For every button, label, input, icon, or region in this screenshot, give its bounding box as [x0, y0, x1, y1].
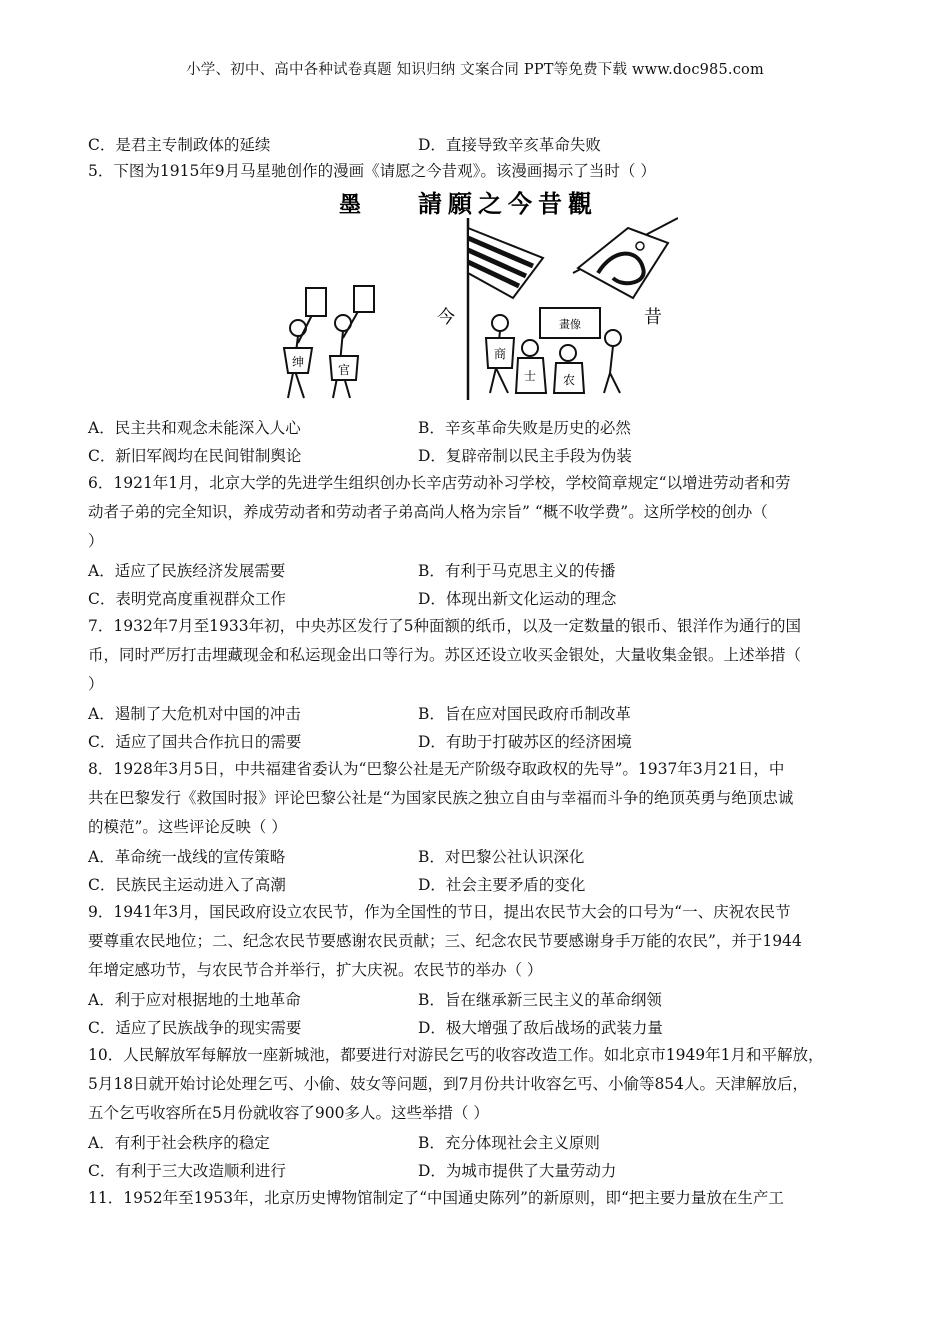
option-7d: D．有助于打破苏区的经济困境 [418, 733, 632, 751]
figure-label-merchant: 商 [493, 347, 507, 361]
comic-title: 請願之今昔觀 [418, 189, 598, 218]
question-5-stem: 5．下图为1915年9月马星驰创作的漫画《请愿之今昔观》。该漫画揭示了当时（ ） [88, 162, 656, 180]
figure-scholar [516, 340, 546, 393]
option-5a: A．民主共和观念未能深入人心 [88, 419, 301, 437]
option-7b: B．旨在应对国民政府币制改革 [418, 705, 631, 723]
question-7-stem-line-2: 币，同时严厉打击埋藏现金和私运现金出口等行为。苏区还设立收买金银处，大量收集金银。上述举措（ [88, 646, 802, 664]
question-7-stem-line-3: ） [88, 675, 104, 693]
comic-illustration [268, 188, 678, 403]
question-5-options-row-1 [88, 416, 868, 438]
question-9-options-row-2 [88, 1016, 868, 1038]
figure-label-gentry: 绅 [291, 355, 305, 369]
question-6-stem-line-3: ） [88, 532, 104, 550]
option-9b: B．旨在继承新三民主义的革命纲领 [418, 991, 662, 1009]
question-11-stem-line-1: 11．1952年至1953年，北京历史博物馆制定了“中国通史陈列”的新原则，即“把主要力量放在生产工 [88, 1189, 784, 1207]
option-9c: C．适应了民族战争的现实需要 [88, 1019, 302, 1037]
question-7-options-row-2 [88, 730, 868, 752]
question-6-options-row-1 [88, 559, 868, 581]
question-9-stem-line-2: 要尊重农民地位；二、纪念农民节要感谢农民贡献；三、纪念农民节要感谢身手万能的农民”，并于1944 [88, 932, 802, 950]
question-9-stem-line-3: 年增定感功节，与农民节合并举行，扩大庆祝。农民节的举办（ ） [88, 961, 543, 979]
question-10-options-row-2 [88, 1159, 868, 1181]
question-8-stem-line-2: 共在巴黎发行《救国时报》评论巴黎公社是“为国家民族之独立自由与幸福而斗争的绝顶英勇与绝顶忠诚 [88, 789, 794, 807]
petition-banner-text: 畫像 [559, 318, 581, 331]
question-10-options-row-1 [88, 1131, 868, 1153]
option-8a: A．革命统一战线的宣传策略 [88, 848, 286, 866]
question-9-stem-line-1: 9．1941年3月，国民政府设立农民节，作为全国性的节日，提出农民节大会的口号为“一、庆祝农民节 [88, 903, 791, 921]
option-5c: C．新旧军阀均在民间钳制舆论 [88, 447, 302, 465]
option-8d: D．社会主要矛盾的变化 [418, 876, 586, 894]
label-past: 昔 [644, 307, 662, 328]
question-9-options-row-1 [88, 988, 868, 1010]
option-6b: B．有利于马克思主义的传播 [418, 562, 616, 580]
option-6c: C．表明党高度重视群众工作 [88, 590, 286, 608]
question-7-stem-line-1: 7．1932年7月至1933年初，中央苏区发行了5种面额的纸币，以及一定数量的银币、银洋作为通行的国 [88, 617, 801, 635]
question-8-stem-line-1: 8．1928年3月5日，中共福建省委认为“巴黎公社是无产阶级夺取政权的先导”。1937年3月21日，中 [88, 760, 785, 778]
question-5-options-row-2 [88, 444, 868, 466]
dragon-banner [573, 218, 678, 298]
figure-official [330, 286, 374, 398]
label-now: 今 [437, 307, 455, 328]
question-4-options-row [88, 133, 868, 155]
option-9d: D．极大增强了敌后战场的武装力量 [418, 1019, 663, 1037]
figure-label-official: 官 [337, 363, 351, 377]
option-9a: A．利于应对根据地的土地革命 [88, 991, 301, 1009]
figure-label-scholar: 士 [523, 369, 537, 383]
figure-label-farmer: 农 [562, 373, 576, 387]
comic-seal: 墨 [338, 192, 362, 218]
option-7a: A．遏制了大危机对中国的冲击 [88, 705, 301, 723]
question-8-options-row-1 [88, 845, 868, 867]
option-4d: D．直接导致辛亥革命失败 [418, 136, 601, 154]
option-10c: C．有利于三大改造顺利进行 [88, 1162, 286, 1180]
question-6-options-row-2 [88, 587, 868, 609]
question-6-stem-line-2: 动者子弟的完全知识，养成劳动者和劳动者子弟高尚人格为宗旨” “概不收学费”。这所学校的创办（ [88, 503, 768, 521]
option-6d: D．体现出新文化运动的理念 [418, 590, 617, 608]
option-8b: B．对巴黎公社认识深化 [418, 848, 585, 866]
option-5b: B．辛亥革命失败是历史的必然 [418, 419, 631, 437]
page-header: 小学、初中、高中各种试卷真题 知识归纳 文案合同 PPT等免费下载 www.doc985.com [186, 62, 764, 78]
question-10-stem-line-1: 10．人民解放军每解放一座新城池，都要进行对游民乞丐的收容改造工作。如北京市1949年1月和平解放， [88, 1046, 824, 1064]
question-8-options-row-2 [88, 873, 868, 895]
option-10b: B．充分体现社会主义原则 [418, 1134, 600, 1152]
question-7-options-row-1 [88, 702, 868, 724]
option-6a: A．适应了民族经济发展需要 [88, 562, 286, 580]
option-8c: C．民族民主运动进入了高潮 [88, 876, 286, 894]
question-10-stem-line-2: 5月18日就开始讨论处理乞丐、小偷、妓女等问题，到7月份共计收容乞丐、小偷等854人。天津解放后， [88, 1075, 809, 1093]
option-10a: A．有利于社会秩序的稳定 [88, 1134, 270, 1152]
question-10-stem-line-3: 五个乞丐收容所在5月份就收容了900多人。这些举措（ ） [88, 1104, 489, 1122]
option-5d: D．复辟帝制以民主手段为伪装 [418, 447, 632, 465]
question-8-stem-line-3: 的模范”。这些评论反映（ ） [88, 818, 287, 836]
figure-gentry [284, 288, 326, 398]
option-10d: D．为城市提供了大量劳动力 [418, 1162, 617, 1180]
five-color-flag [468, 228, 543, 298]
option-4c: C．是君主专制政体的延续 [88, 136, 271, 154]
question-6-stem-line-1: 6．1921年1月，北京大学的先进学生组织创办长辛店劳动补习学校，学校简章规定“以增进劳动者和劳 [88, 474, 791, 492]
option-7c: C．适应了国共合作抗日的需要 [88, 733, 302, 751]
